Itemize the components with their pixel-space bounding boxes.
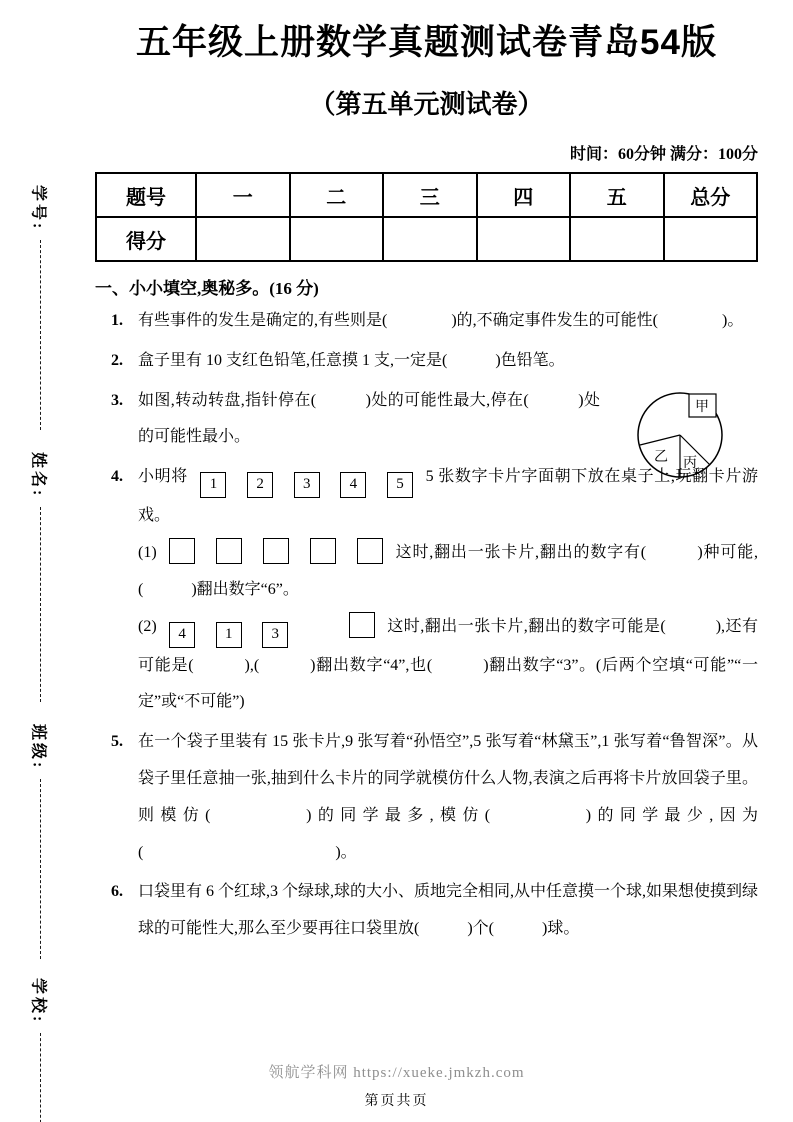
question-4-sub-1-text: 这时,翻出一张卡片,翻出的数字有( )种可能,( )翻出数字“6”。: [138, 543, 759, 598]
question-4: [111, 459, 758, 721]
score-cell-empty: [383, 217, 477, 261]
page-footer: [0, 1061, 793, 1110]
blank-card: [216, 538, 242, 564]
spinner-sector-jia-label: 甲: [695, 400, 709, 415]
question-4-sub-2: [138, 609, 758, 722]
spinner-sector-bing-label: 丙: [683, 456, 697, 471]
score-cell-empty: [477, 217, 571, 261]
score-table-col-5: 五: [570, 173, 664, 217]
blank-card: [349, 612, 375, 638]
student-id-writein-line: [40, 240, 41, 430]
number-card: 4: [340, 472, 366, 498]
number-card: 4: [169, 622, 195, 648]
number-card: 1: [200, 472, 226, 498]
question-4-sub-1-label: (1): [138, 543, 157, 561]
question-2: [111, 343, 758, 380]
score-cell-empty: [570, 217, 664, 261]
score-table-col-total: 总分: [664, 173, 758, 217]
question-5: [111, 724, 758, 871]
blank-card: [357, 538, 383, 564]
score-cell-empty: [290, 217, 384, 261]
name-label: 姓名:: [29, 452, 47, 499]
watermark-text: 领航学科网 https://xueke.jmkzh.com: [268, 1065, 525, 1081]
margin-field-name: [20, 452, 60, 702]
question-3-text: 如图,转动转盘,指针停在( )处的可能性最大,停在( )处的可能性最小。: [138, 391, 600, 446]
number-card: 1: [216, 622, 242, 648]
page-title: 五年级上册数学真题测试卷青岛54版: [136, 23, 717, 62]
score-table-col-3: 三: [383, 173, 477, 217]
question-6-text: 口袋里有 6 个红球,3 个绿球,球的大小、质地完全相同,从中任意摸一个球,如果想使摸到绿球的可能性大,那么至少要再往口袋里放( )个( )球。: [138, 883, 759, 938]
score-table-col-2: 二: [290, 173, 384, 217]
paper-content: [95, 22, 758, 951]
page-subtitle: （第五单元测试卷）: [309, 89, 544, 119]
question-4-sub-2-text: 这时,翻出一张卡片,翻出的数字可能是( ),还有可能是( ),( )翻出数字“4”,也( )翻出数字“3”。(后两个空填“可能”“一定”或“不可能”): [138, 617, 759, 711]
question-4-intro-pre: 小明将: [138, 468, 188, 486]
number-card: 2: [247, 472, 273, 498]
question-4-intro: [111, 459, 759, 535]
student-id-label: 学号:: [29, 185, 47, 232]
page-number-indicator: 第页共页: [364, 1094, 429, 1109]
school-label: 学校:: [29, 978, 47, 1025]
blank-card: [263, 538, 289, 564]
question-5-number: 5.: [111, 733, 123, 751]
number-card: 3: [294, 472, 320, 498]
number-card: 5: [387, 472, 413, 498]
question-1-number: 1.: [111, 312, 123, 329]
blank-card: [310, 538, 336, 564]
name-writein-line: [40, 507, 41, 702]
question-4-sub-1: [138, 535, 758, 609]
section-one-questions: [95, 303, 758, 948]
question-6-number: 6.: [111, 883, 123, 901]
spinner-divider-line: [640, 435, 680, 445]
question-2-number: 2.: [111, 351, 123, 369]
score-cell-empty: [196, 217, 290, 261]
question-4-intro-post: 5 张数字卡片字面朝下放在桌子上,玩翻卡片游戏。: [138, 468, 759, 525]
score-cell-empty: [664, 217, 758, 261]
question-6: [111, 874, 758, 948]
question-2-text: 盒子里有 10 支红色铅笔,任意摸 1 支,一定是( )色铅笔。: [138, 351, 565, 369]
question-4-sub-2-label: (2): [138, 617, 157, 635]
margin-field-student-id: [20, 185, 60, 430]
class-writein-line: [40, 779, 41, 959]
score-table: [95, 172, 758, 262]
score-table-col-1: 一: [196, 173, 290, 217]
score-table-row-label: 题号: [96, 173, 196, 217]
blank-card: [169, 538, 195, 564]
section-one-heading: 一、小小填空,奥秘多。(16 分): [95, 279, 319, 298]
score-table-col-4: 四: [477, 173, 571, 217]
question-5-text: 在一个袋子里装有 15 张卡片,9 张写着“孙悟空”,5 张写着“林黛玉”,1 张写着“鲁智深”。从袋子里任意抽一张,抽到什么卡片的同学就模仿什么人物,表演之后再将卡片放回袋子里。则模仿( )的同学最多,模仿( )的同学最少,因为( )。: [138, 733, 758, 861]
margin-field-class: [20, 724, 60, 959]
question-1: [111, 303, 758, 340]
question-4-number: 4.: [111, 468, 123, 486]
class-label: 班级:: [29, 724, 47, 771]
exam-time-score-info: 时间：60分钟 满分：100分: [569, 146, 758, 163]
spinner-sector-yi-label: 乙: [654, 450, 668, 465]
score-table-score-row: [96, 217, 757, 261]
score-table-header-row: [96, 173, 757, 217]
number-card: 3: [262, 622, 288, 648]
question-3-number: 3.: [111, 391, 123, 409]
score-table-score-label: 得分: [96, 217, 196, 261]
question-1-text: 有些事件的发生是确定的,有些则是( )的,不确定事件发生的可能性( )。: [138, 312, 744, 329]
